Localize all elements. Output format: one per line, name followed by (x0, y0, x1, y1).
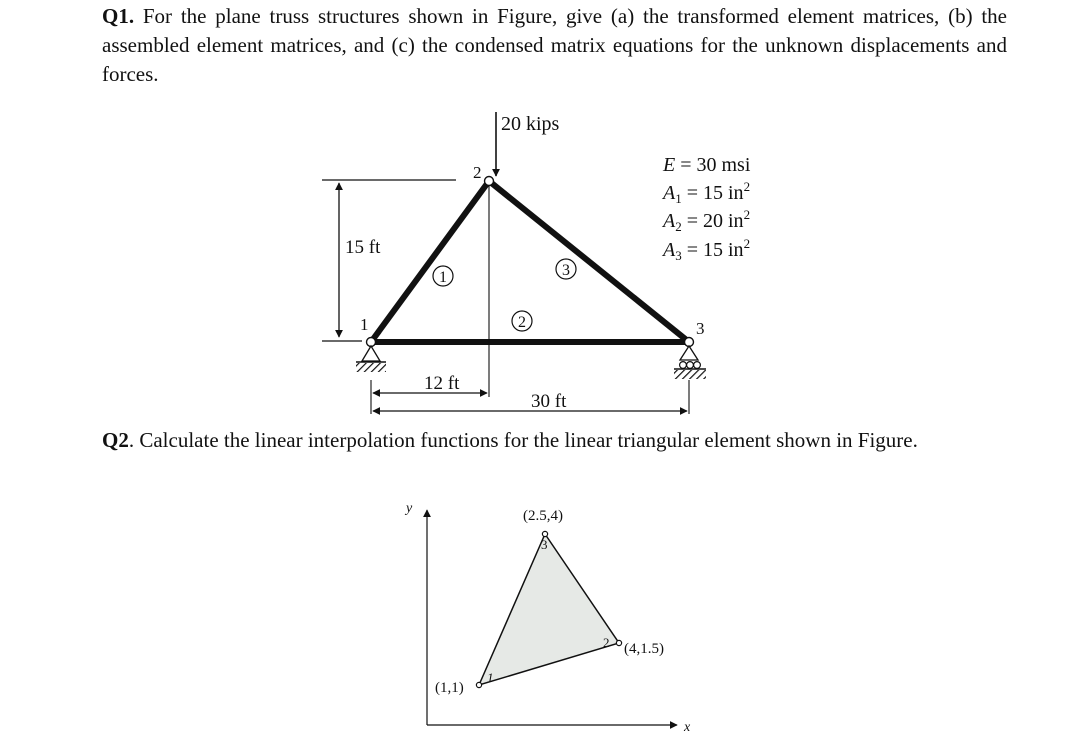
dimension-12ft-label: 12 ft (424, 373, 460, 394)
element-1-number: 1 (439, 269, 447, 286)
dimension-30ft-label: 30 ft (531, 391, 567, 412)
truss-element-1 (371, 181, 489, 342)
question-2-label: Q2 (102, 428, 129, 452)
triangle-node-3 (542, 531, 547, 536)
triangle-node-1-coord: (1,1) (435, 680, 464, 696)
triangle-node-2-number: 2 (603, 635, 610, 650)
roller-support-node-3 (674, 346, 706, 379)
property-e: E = 30 msi (663, 154, 751, 176)
triangle-node-2 (616, 640, 621, 645)
truss-diagram (322, 112, 751, 414)
property-a3: $A_3 = 15$ $in^2$ (663, 236, 751, 263)
property-a2: $A_2 = 20$ $in^2$ (663, 207, 751, 234)
triangle-node-1-number: 1 (487, 670, 494, 685)
question-1-label: Q1. (102, 4, 135, 28)
node-3-number: 3 (696, 319, 705, 338)
load-label: 20 kips (501, 113, 560, 135)
property-a1: $A_1 = 15$ $in^2$ (663, 179, 751, 206)
truss-properties (661, 154, 751, 263)
question-1-text: For the plane truss structures shown in Figure, give (a) the transformed element matrices, (b) the assembled element matrices, and (c) the condensed matrix equations for the unknown displacements and forces. (102, 4, 1007, 86)
triangle-element (479, 534, 619, 685)
node-1-number: 1 (360, 315, 369, 334)
triangle-node-1 (476, 682, 481, 687)
triangle-node-2-coord: (4,1.5) (624, 641, 664, 657)
question-2-text: . Calculate the linear interpolation functions for the linear triangular element shown in Figure. (128, 428, 918, 452)
triangle-diagram (404, 501, 691, 735)
triangle-node-3-number: 3 (541, 537, 548, 552)
x-axis-label: x (684, 720, 691, 735)
node-2-number: 2 (473, 163, 482, 182)
height-label: 15 ft (345, 237, 381, 258)
element-2-number: 2 (518, 314, 526, 331)
triangle-node-3-coord: (2.5,4) (523, 508, 563, 524)
y-axis-label: y (406, 501, 413, 516)
pin-support-node-1 (356, 346, 386, 372)
node-2 (485, 177, 494, 186)
element-3-number: 3 (562, 262, 570, 279)
